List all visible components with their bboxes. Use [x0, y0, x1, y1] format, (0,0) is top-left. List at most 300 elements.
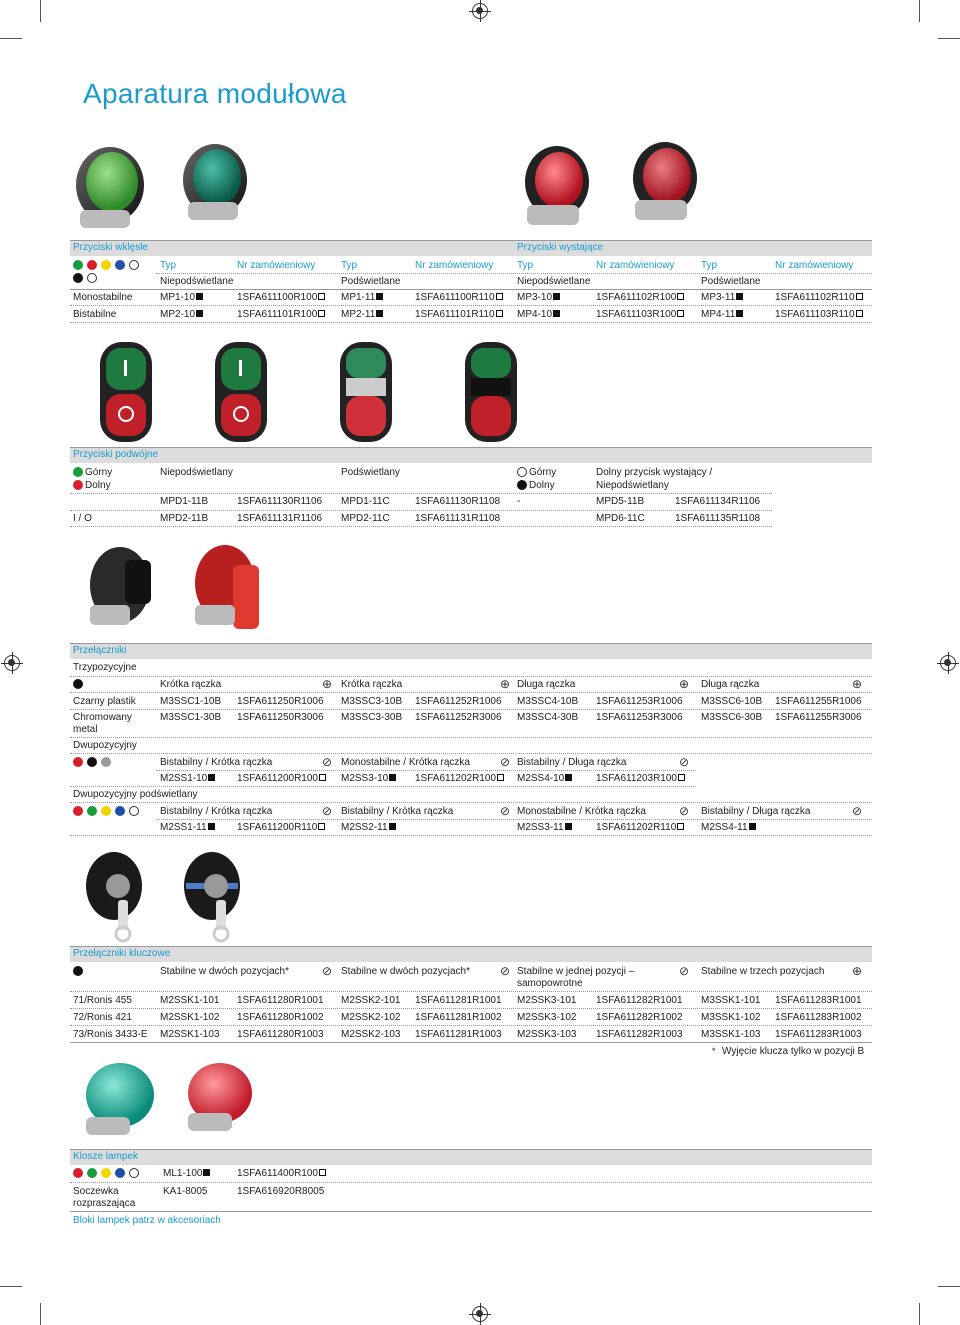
cell-type	[701, 1012, 760, 1024]
black-square-icon	[565, 774, 572, 781]
crop-mark	[938, 1286, 960, 1287]
cell-order-nr	[237, 1029, 324, 1041]
section-header-double	[70, 447, 872, 463]
col-header-handle: Monostabilne / Krótka rączka	[517, 806, 646, 817]
two-position-symbol-icon: ⊘	[851, 804, 863, 818]
cell-order-nr-text: 1SFA611103R100	[596, 309, 677, 320]
cell-type-text: M3SSK1-103	[701, 1029, 761, 1040]
cell-order-nr	[237, 696, 324, 708]
cell-type-text: MP3-10	[517, 292, 553, 303]
row-divider	[70, 753, 872, 754]
row-label: metal	[73, 724, 98, 735]
cell-order-nr-text: 1SFA611282R1002	[596, 1012, 683, 1023]
extended-pushbuttons-image	[515, 140, 715, 235]
cell-order-nr-text: 1SFA611100R110	[415, 292, 495, 303]
cell-order-nr-text: 1SFA611253R3006	[596, 712, 683, 723]
cell-order-nr-text: 1SFA611200R110	[237, 822, 318, 833]
cell-type: MPD6-11C	[596, 513, 645, 524]
label-gorny: Górny	[529, 467, 557, 478]
label-dolny: Dolny	[85, 480, 111, 491]
row-label-text: Monostabilne	[73, 292, 133, 303]
col-header-key: Stabilne w dwóch pozycjach*	[341, 966, 470, 977]
crop-mark	[919, 1303, 920, 1325]
cell-type	[160, 712, 221, 724]
cell-order-nr-text: 1SFA611200R100	[237, 773, 318, 784]
row-divider	[70, 1042, 872, 1043]
color-dot-black	[517, 480, 527, 490]
col-header-key: Stabilne w dwóch pozycjach*	[160, 966, 289, 977]
cell-order-nr: 1SFA611135R1108	[675, 513, 761, 524]
cell-type-text: M3SSC3-10B	[341, 696, 403, 707]
col-header-typ: Typ	[341, 260, 358, 271]
cell-type	[701, 822, 756, 834]
cell-type	[701, 696, 762, 708]
three-position-symbol-icon: ⊕	[678, 677, 690, 691]
col-header-nr: Nr zamówieniowy	[775, 260, 854, 271]
empty-square-icon	[497, 774, 504, 781]
black-square-icon	[736, 293, 743, 300]
row-label: rozpraszająca	[73, 1198, 136, 1209]
cell-order-nr	[237, 292, 325, 304]
cell-order-nr-text: 1SFA611250R3006	[237, 712, 324, 723]
lamp-type: ML1-100	[163, 1168, 203, 1179]
cell-order-nr-text: 1SFA611202R100	[415, 773, 496, 784]
registration-mark-icon	[472, 3, 488, 19]
cell-type-text: MP4-10	[517, 309, 553, 320]
two-position-symbol-icon: ⊘	[499, 755, 511, 769]
color-dot-white	[129, 1168, 139, 1178]
col-header-handle: Bistabilny / Krótka rączka	[341, 806, 454, 817]
row-divider	[70, 1182, 872, 1183]
three-position-symbol-icon: ⊕	[851, 677, 863, 691]
selector-switches-image	[85, 535, 285, 635]
cell-order-nr-text: 1SFA611281R1002	[415, 1012, 502, 1023]
cell-order-nr-text: 1SFA611283R1003	[775, 1029, 862, 1040]
empty-square-icon	[678, 774, 685, 781]
cell-order-nr-text: 1SFA611280R1001	[237, 995, 324, 1006]
row-divider	[70, 289, 872, 290]
color-dot-red	[73, 1168, 83, 1178]
cell-order-nr	[775, 712, 862, 724]
cell-type	[517, 696, 578, 708]
black-square-icon	[389, 774, 396, 781]
cell-order-nr	[237, 995, 324, 1007]
col-header-nr: Nr zamówieniowy	[237, 260, 316, 271]
cell-order-nr	[775, 1029, 862, 1041]
row-divider	[70, 786, 696, 787]
section-title-switches: Przełączniki	[73, 645, 127, 656]
section-header-pushbuttons	[70, 240, 872, 256]
row-divider	[70, 305, 872, 306]
row-divider	[70, 991, 872, 992]
cell-order-nr	[415, 309, 503, 321]
col-header-key: samopowrotne	[517, 978, 583, 989]
group-label: Podświetlane	[341, 276, 401, 287]
col-header-handle: Długa rączka	[517, 679, 576, 690]
group-label: Niepodświetlany	[160, 467, 233, 478]
cell-order-nr: 1SFA611134R1106	[675, 496, 761, 507]
cell-type-text: M2SSK1-103	[160, 1029, 220, 1040]
cell-type	[163, 1168, 210, 1180]
registration-mark-icon	[472, 1306, 488, 1322]
cell-type	[160, 995, 219, 1007]
empty-square-icon	[319, 774, 326, 781]
cell-order-nr	[775, 696, 862, 708]
row-divider	[70, 322, 872, 323]
cell-order-nr-text: 1SFA611202R110	[596, 822, 677, 833]
row-divider	[156, 819, 872, 820]
row-label-text: 73/Ronis 3433-E	[73, 1029, 148, 1040]
cell-order-nr-text: 1SFA611280R1002	[237, 1012, 324, 1023]
two-position-symbol-icon: ⊘	[678, 755, 690, 769]
row-label-text: 71/Ronis 455	[73, 995, 132, 1006]
color-dot-green	[73, 260, 83, 270]
cell-order-nr	[596, 773, 685, 785]
col-header-handle: Bistabilny / Długa rączka	[701, 806, 811, 817]
cell-order-nr-text: 1SFA611101R100	[237, 309, 318, 320]
cell-order-nr-text: 1SFA611281R1003	[415, 1029, 502, 1040]
color-dot-green	[87, 806, 97, 816]
row-divider	[70, 1211, 872, 1212]
cell-type	[341, 773, 396, 785]
registration-mark-icon	[4, 655, 20, 671]
col-header-key: Stabilne w trzech pozycjach	[701, 966, 825, 977]
section-header-lamps	[70, 1149, 872, 1165]
cell-order-nr	[596, 1029, 683, 1041]
cell-order-nr-text: 1SFA611103R110	[775, 309, 855, 320]
row-divider	[70, 493, 772, 494]
black-square-icon	[208, 774, 215, 781]
col-header-typ: Typ	[160, 260, 177, 271]
section-header-key-switches	[70, 946, 872, 962]
black-square-icon	[203, 1169, 210, 1176]
cell-type	[160, 1012, 219, 1024]
empty-square-icon	[677, 823, 684, 830]
cell-type: MPD2-11C	[341, 513, 390, 524]
cell-order-nr	[775, 292, 863, 304]
group-label: Podświetlane	[701, 276, 761, 287]
cell-order-nr: 1SFA611131R1108	[415, 513, 501, 524]
col-header-key: Stabilne w jednej pozycji –	[517, 966, 635, 977]
section-title-key-switches: Przełączniki kluczowe	[73, 948, 171, 959]
cell-order-nr	[415, 292, 503, 304]
row-divider	[156, 273, 872, 274]
cell-order-nr-text: 1SFA611281R1001	[415, 995, 502, 1006]
cell-type-text: M2SS3-11	[517, 822, 564, 833]
color-dot-red	[73, 806, 83, 816]
cell-type	[517, 822, 572, 834]
section-title-flush: Przyciski wklęsłe	[73, 242, 149, 253]
cell-type	[160, 309, 203, 321]
color-dot-white	[517, 467, 527, 477]
cell-order-nr	[596, 696, 683, 708]
color-dot-black	[73, 273, 83, 283]
cell-order-nr	[775, 1012, 862, 1024]
cell-type-text: MP4-11	[701, 309, 736, 320]
color-dot-green	[73, 467, 83, 477]
cell-type-text: M2SS3-10	[341, 773, 389, 784]
cell-type	[341, 309, 383, 321]
two-position-symbol-icon: ⊘	[321, 804, 333, 818]
subsection-label: Dwupozycyjny	[73, 740, 137, 751]
group-label: Niepodświetlane	[517, 276, 591, 287]
three-position-symbol-icon: ⊕	[851, 964, 863, 978]
group-label: Niepodświetlane	[160, 276, 234, 287]
cell-order-nr-text: 1SFA611203R100	[596, 773, 677, 784]
col-header-nr: Nr zamówieniowy	[415, 260, 494, 271]
col-header-handle: Bistabilny / Krótka rączka	[160, 757, 273, 768]
color-dot-blue	[115, 1168, 125, 1178]
section-title-double: Przyciski podwójne	[73, 449, 159, 460]
color-dot-black	[73, 679, 83, 689]
color-dot-red	[73, 480, 83, 490]
black-square-icon	[208, 823, 215, 830]
cell-order-nr-text: 1SFA611283R1001	[775, 995, 862, 1006]
cell-type-text: MP1-11	[341, 292, 376, 303]
cell-type-text: M2SSK2-103	[341, 1029, 401, 1040]
cell-type-text: M3SSC6-30B	[701, 712, 763, 723]
color-dot-red	[87, 260, 97, 270]
cell-type-text: M3SSC1-10B	[160, 696, 222, 707]
row-divider	[70, 802, 872, 803]
cell-type-text: M3SSC4-10B	[517, 696, 579, 707]
cell-type	[160, 696, 221, 708]
color-dot-white	[87, 273, 97, 283]
col-header-handle: Krótka rączka	[341, 679, 403, 690]
col-header-typ: Typ	[701, 260, 718, 271]
cell-type-text: M2SS4-10	[517, 773, 565, 784]
cell-type	[701, 712, 762, 724]
color-dot-black	[87, 757, 97, 767]
cell-order-nr	[596, 712, 683, 724]
crop-mark	[0, 1286, 22, 1287]
cell-order-nr-text: 1SFA611253R1006	[596, 696, 683, 707]
crop-mark	[40, 1303, 41, 1325]
page-title: Aparatura modułowa	[83, 78, 347, 109]
cell-order-nr-text: 1SFA611102R100	[596, 292, 677, 303]
color-dot-white	[129, 260, 139, 270]
cell-type-text: M3SSC6-10B	[701, 696, 763, 707]
cell-type-text: M2SSK2-101	[341, 995, 401, 1006]
cell-type-text: M2SS1-10	[160, 773, 208, 784]
black-square-icon	[196, 310, 203, 317]
cell-type	[341, 995, 400, 1007]
empty-square-icon	[318, 293, 325, 300]
lamp-lenses-image	[80, 1055, 270, 1145]
row-label	[73, 995, 132, 1007]
cell-type-text: M2SSK3-101	[517, 995, 577, 1006]
cell-order-nr-text: 1SFA611255R1006	[775, 696, 862, 707]
cell-order-nr	[237, 822, 325, 834]
color-dot-green	[87, 1168, 97, 1178]
flush-pushbuttons-image	[70, 140, 270, 235]
cell-type	[341, 1029, 400, 1041]
cell-type	[160, 822, 215, 834]
col-header-handle: Bistabilny / Długa rączka	[517, 757, 627, 768]
color-dot-blue	[115, 806, 125, 816]
row-label	[73, 1029, 148, 1041]
cell-order-nr	[237, 773, 326, 785]
black-square-icon	[389, 823, 396, 830]
row-label: Chromowany	[73, 712, 132, 723]
cell-order-nr: 1SFA611130R1106	[237, 496, 323, 507]
two-position-symbol-icon: ⊘	[678, 964, 690, 978]
cell-type-text: MP1-10	[160, 292, 196, 303]
registration-mark-icon	[940, 655, 956, 671]
row-divider	[70, 526, 772, 527]
cell-order-nr	[415, 773, 504, 785]
cell-type-text: M2SSK3-102	[517, 1012, 577, 1023]
color-dot-red	[73, 757, 83, 767]
cell-type: MPD1-11B	[160, 496, 209, 507]
cell-type	[341, 696, 402, 708]
cell-type	[517, 1012, 576, 1024]
col-header-handle: Monostabilne / Krótka rączka	[341, 757, 470, 768]
cell-type: MPD5-11B	[596, 496, 645, 507]
cell-type-text: M3SSC4-30B	[517, 712, 579, 723]
cell-type-text: MP3-11	[701, 292, 736, 303]
cell-type	[160, 773, 215, 785]
cell-type	[701, 995, 760, 1007]
crop-mark	[0, 38, 22, 39]
row-label-text: 72/Ronis 421	[73, 1012, 132, 1023]
color-dot-yellow	[101, 1168, 111, 1178]
label-io: I / O	[73, 513, 92, 524]
col-header-handle: Bistabilny / Krótka rączka	[160, 806, 273, 817]
section-header-switches	[70, 643, 872, 659]
cell-type	[517, 773, 572, 785]
cell-order-nr	[596, 822, 684, 834]
subsection-label: Trzypozycyjne	[73, 662, 137, 673]
crop-mark	[40, 0, 41, 22]
cell-type-text: M2SSK1-102	[160, 1012, 220, 1023]
crop-mark	[938, 38, 960, 39]
cell-order-nr-text: 1SFA611283R1002	[775, 1012, 862, 1023]
col-header-typ: Typ	[517, 260, 534, 271]
cell-order-nr	[596, 309, 684, 321]
row-label: Czarny plastik	[73, 696, 136, 707]
cell-order-nr	[237, 309, 325, 321]
cell-type-text: M2SSK1-101	[160, 995, 220, 1006]
row-divider	[70, 835, 872, 836]
cell-type: KA1-8005	[163, 1186, 208, 1197]
cell-type	[160, 292, 203, 304]
double-pushbuttons-image	[92, 338, 532, 448]
cell-type	[160, 1029, 219, 1041]
empty-square-icon	[496, 293, 503, 300]
cell-order-nr	[415, 696, 502, 708]
color-dot-white	[129, 806, 139, 816]
section-title-extended: Przyciski wystające	[517, 242, 604, 253]
cell-order-nr-text: 1SFA611280R1003	[237, 1029, 324, 1040]
cell-order-nr	[237, 712, 324, 724]
color-dot-yellow	[101, 260, 111, 270]
cell-type-text: M2SSK3-103	[517, 1029, 577, 1040]
lamp-order-nr: 1SFA611400R100	[237, 1168, 318, 1179]
cell-order-nr	[775, 309, 863, 321]
black-square-icon	[376, 310, 383, 317]
black-square-icon	[553, 293, 560, 300]
cell-order-nr	[415, 1029, 502, 1041]
cell-type	[341, 712, 402, 724]
cell-order-nr	[415, 712, 502, 724]
footnote: Wyjęcie klucza tylko w pozycji B	[722, 1046, 865, 1057]
col-header-nr: Nr zamówieniowy	[596, 260, 675, 271]
three-position-symbol-icon: ⊕	[321, 677, 333, 691]
cell-order-nr	[596, 1012, 683, 1024]
cell-type-text: M2SSK2-102	[341, 1012, 401, 1023]
row-divider	[70, 737, 872, 738]
cell-type-text: M3SSC3-30B	[341, 712, 403, 723]
cell-type-text: M2SS4-11	[701, 822, 748, 833]
row-divider	[70, 1025, 872, 1026]
cell-type-text: MP2-11	[341, 309, 376, 320]
group-label: Podświetlany	[341, 467, 400, 478]
row-label	[73, 1012, 132, 1024]
cell-type-text: M2SS2-11	[341, 822, 388, 833]
cell-type	[517, 1029, 576, 1041]
black-square-icon	[553, 310, 560, 317]
color-dot-yellow	[101, 806, 111, 816]
two-position-symbol-icon: ⊘	[321, 755, 333, 769]
cell-type	[701, 292, 743, 304]
crop-mark	[919, 0, 920, 22]
cell-order-nr	[415, 995, 502, 1007]
black-square-icon	[736, 310, 743, 317]
cell-type-text: M2SS1-11	[160, 822, 207, 833]
col-header-handle: Długa rączka	[701, 679, 760, 690]
row-label	[73, 309, 116, 321]
empty-square-icon	[677, 293, 684, 300]
subsection-label: Dwupozycyjny podświetlany	[73, 789, 198, 800]
row-label	[73, 292, 132, 304]
cell-order-nr: 1SFA611131R1106	[237, 513, 323, 524]
empty-square-icon	[318, 823, 325, 830]
black-square-icon	[565, 823, 572, 830]
empty-square-icon	[856, 310, 863, 317]
cell-type: -	[517, 496, 521, 507]
accessories-link[interactable]: Bloki lampek patrz w akcesoriach	[73, 1215, 221, 1226]
cell-order-nr	[237, 1012, 324, 1024]
empty-square-icon	[496, 310, 503, 317]
cell-type	[701, 1029, 760, 1041]
black-square-icon	[376, 293, 383, 300]
cell-order-nr-text: 1SFA611102R110	[775, 292, 855, 303]
empty-square-icon	[856, 293, 863, 300]
two-position-symbol-icon: ⊘	[499, 804, 511, 818]
color-dot-blue	[115, 260, 125, 270]
cell-order-nr	[596, 995, 683, 1007]
col-header-handle: Krótka rączka	[160, 679, 222, 690]
cell-type	[701, 309, 743, 321]
cell-order-nr-text: 1SFA611250R1006	[237, 696, 324, 707]
cell-type	[341, 292, 383, 304]
footnote-marker: *	[712, 1046, 716, 1056]
cell-type	[517, 995, 576, 1007]
cell-type	[341, 822, 396, 834]
black-square-icon	[749, 823, 756, 830]
cell-order-nr-text: 1SFA611101R110	[415, 309, 495, 320]
two-position-symbol-icon: ⊘	[321, 964, 333, 978]
row-label: Soczewka	[73, 1186, 119, 1197]
empty-square-icon	[319, 1169, 326, 1176]
cell-type: MPD2-11B	[160, 513, 209, 524]
cell-order-nr-text: 1SFA611255R3006	[775, 712, 862, 723]
cell-type: MPD1-11C	[341, 496, 390, 507]
cell-order-nr	[415, 1012, 502, 1024]
cell-type	[341, 1012, 400, 1024]
black-square-icon	[196, 293, 203, 300]
